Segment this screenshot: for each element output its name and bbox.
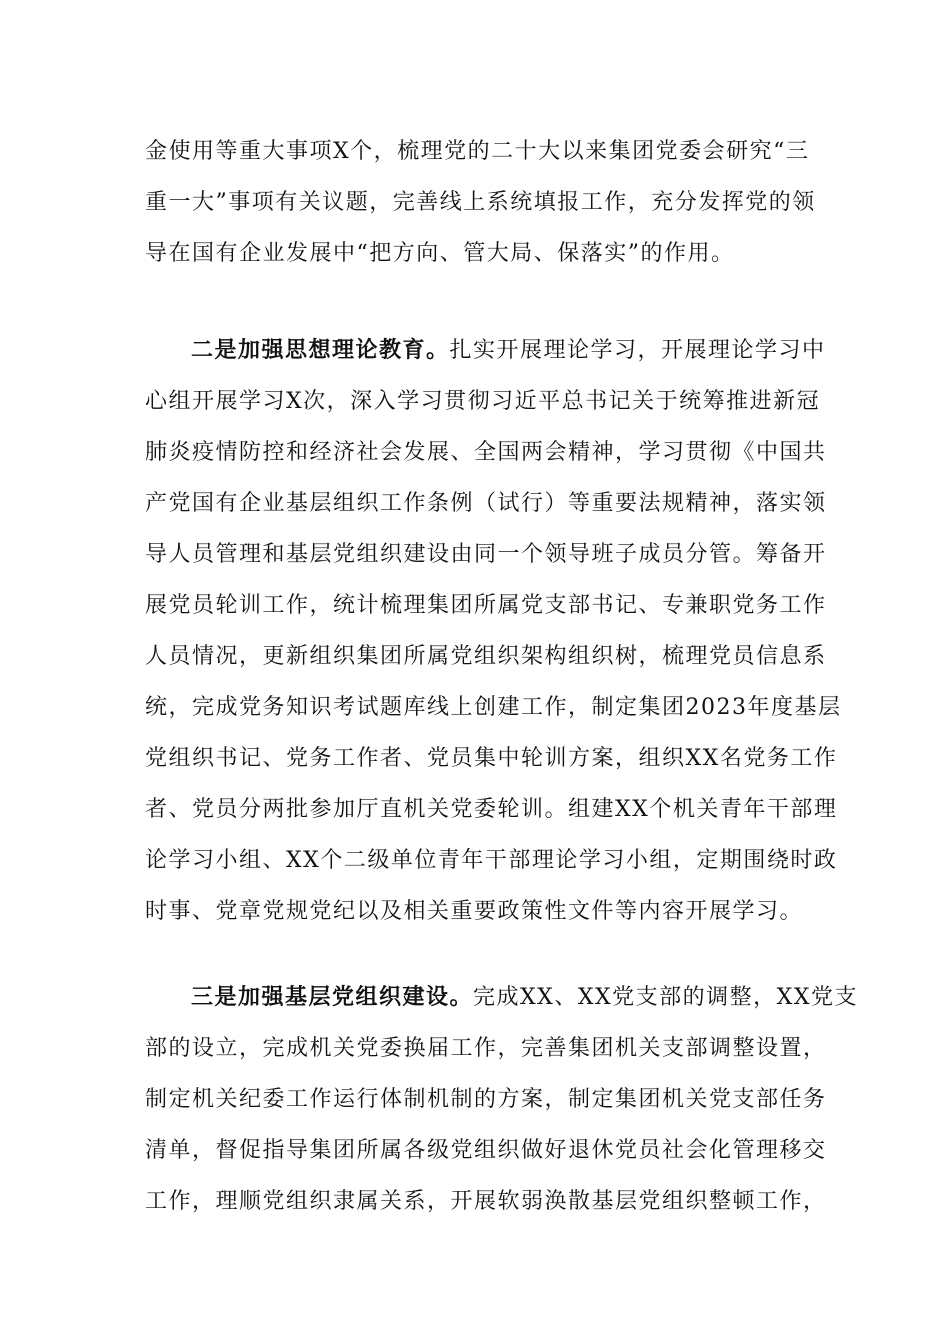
text-line: 党组织书记、党务工作者、党员集中轮训方案，组织XX名党务工作 bbox=[145, 746, 838, 771]
text-line: 论学习小组、XX个二级单位青年干部理论学习小组，定期围绕时政 bbox=[145, 848, 838, 873]
text-line: 重一大”事项有关议题，完善线上系统填报工作，充分发挥党的领 bbox=[145, 190, 816, 215]
text-line: 工作，理顺党组织隶属关系，开展软弱涣散基层党组织整顿工作， bbox=[145, 1189, 827, 1214]
text-line: 金使用等重大事项X个，梳理党的二十大以来集团党委会研究“三 bbox=[145, 139, 810, 164]
text-line: 产党国有企业基层组织工作条例（试行）等重要法规精神，落实领 bbox=[145, 491, 827, 516]
text-line: 导在国有企业发展中“把方向、管大局、保落实”的作用。 bbox=[145, 241, 735, 266]
paragraph-continuation bbox=[145, 126, 815, 279]
paragraph-text: 扎实开展理论学习，开展理论学习中 bbox=[449, 338, 826, 363]
paragraph-text: 完成XX、XX党支部的调整，XX党支 bbox=[473, 985, 858, 1010]
paragraph-lead-heading: 二是加强思想理论教育。 bbox=[191, 338, 450, 363]
text-line: 统，完成党务知识考试题库线上创建工作，制定集团2023年度基层 bbox=[145, 695, 842, 720]
text-line: 肺炎疫情防控和经济社会发展、全国两会精神，学习贯彻《中国共 bbox=[145, 440, 827, 465]
text-line: 人员情况，更新组织集团所属党组织架构组织树，梳理党员信息系 bbox=[145, 644, 827, 669]
paragraph-theory-education bbox=[145, 325, 842, 937]
text-line: 时事、党章党规党纪以及相关重要政策性文件等内容开展学习。 bbox=[145, 899, 804, 924]
text-line: 制定机关纪委工作运行体制机制的方案，制定集团机关党支部任务 bbox=[145, 1087, 827, 1112]
text-line: 清单，督促指导集团所属各级党组织做好退休党员社会化管理移交 bbox=[145, 1138, 827, 1163]
text-line: 心组开展学习X次，深入学习贯彻习近平总书记关于统筹推进新冠 bbox=[145, 389, 821, 414]
paragraph-lead-heading: 三是加强基层党组织建设。 bbox=[191, 985, 474, 1010]
text-line: 导人员管理和基层党组织建设由同一个领导班子成员分管。筹备开 bbox=[145, 542, 827, 567]
text-line: 展党员轮训工作，统计梳理集团所属党支部书记、专兼职党务工作 bbox=[145, 593, 827, 618]
text-line: 部的设立，完成机关党委换届工作，完善集团机关支部调整设置， bbox=[145, 1036, 827, 1061]
text-line bbox=[145, 325, 826, 376]
text-line bbox=[145, 972, 858, 1023]
text-line: 者、党员分两批参加厅直机关党委轮训。组建XX个机关青年干部理 bbox=[145, 797, 838, 822]
paragraph-grassroots-organization bbox=[145, 972, 858, 1227]
